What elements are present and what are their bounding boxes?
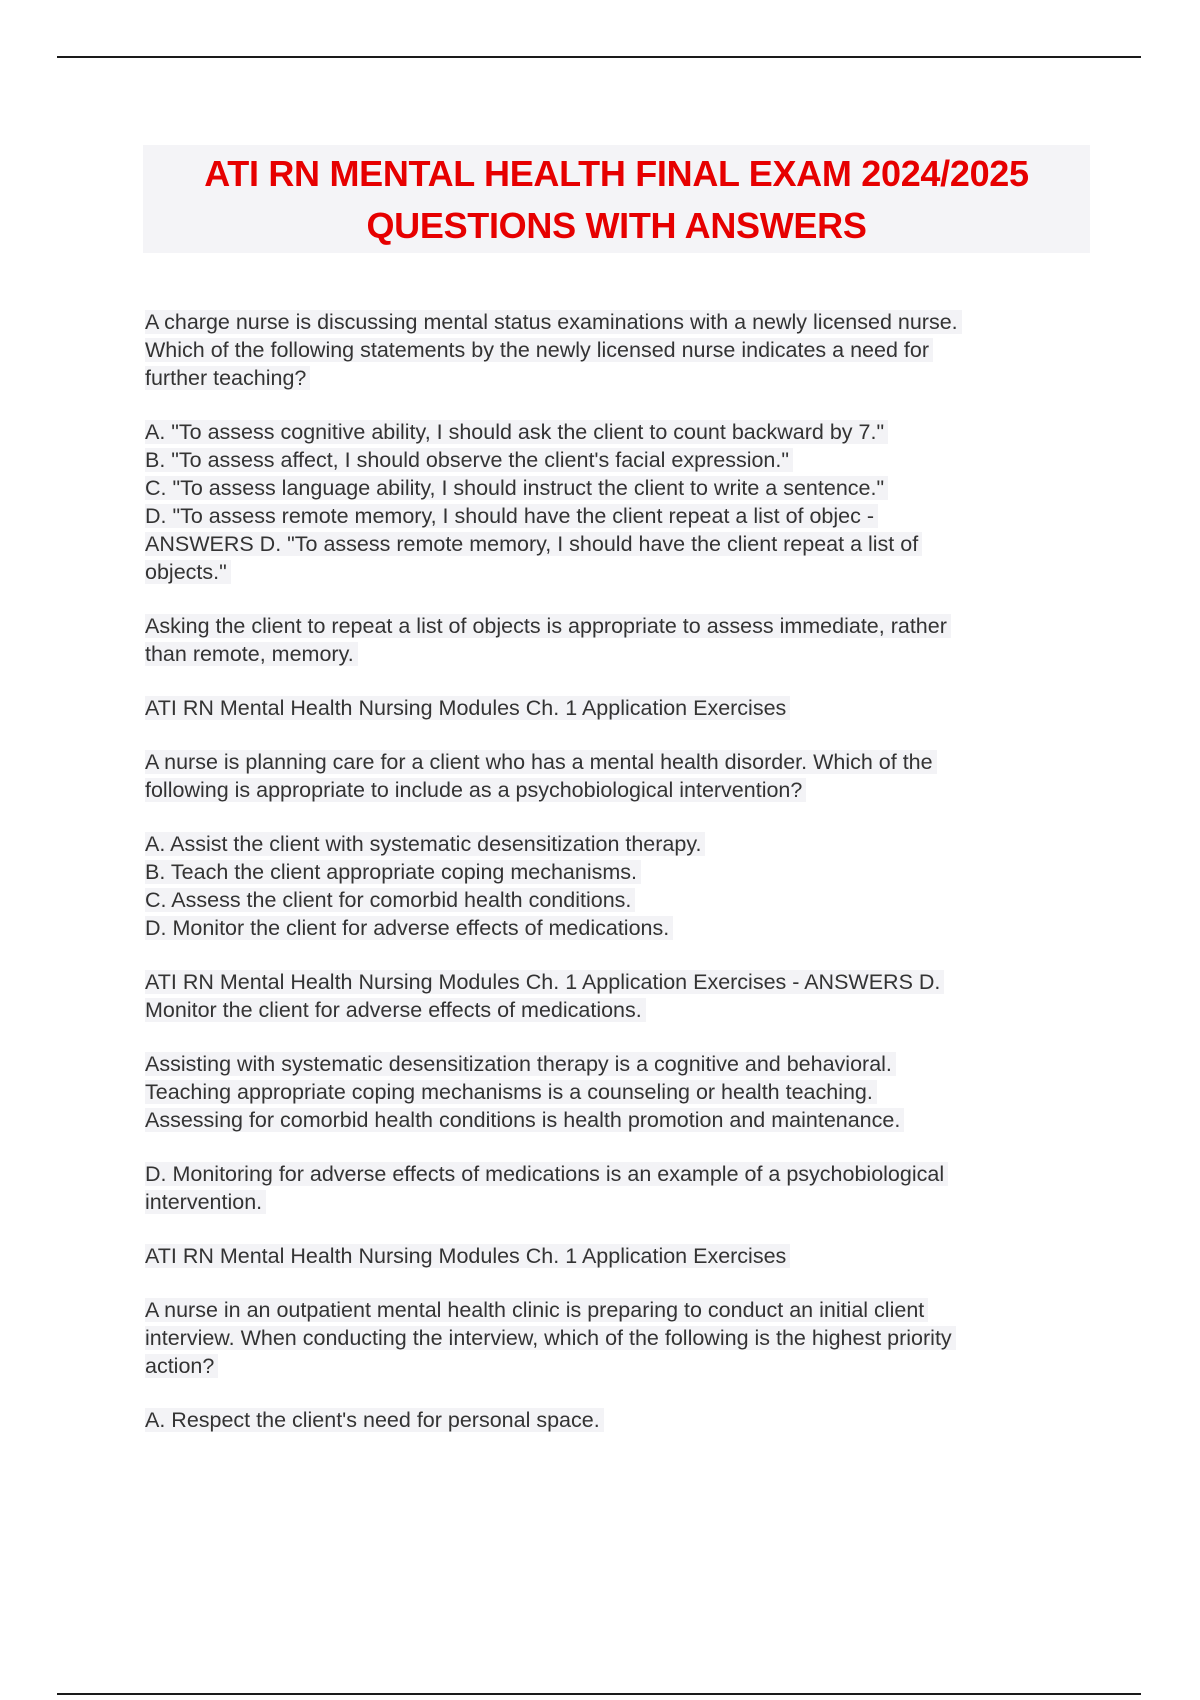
option-line: D. Monitor the client for adverse effects of medications.	[145, 916, 673, 940]
document-title-line-2: QUESTIONS WITH ANSWERS	[366, 205, 867, 246]
question-3-stem	[145, 1296, 1085, 1380]
question-text-line: interview. When conducting the interview, which of the following is the highest priority	[145, 1326, 956, 1350]
question-2-source	[145, 1242, 1085, 1270]
option-line: C. Assess the client for comorbid health conditions.	[145, 888, 635, 912]
option-line: C. "To assess language ability, I should instruct the client to write a sentence."	[145, 476, 888, 500]
question-text-line: A nurse in an outpatient mental health clinic is preparing to conduct an initial client	[145, 1298, 928, 1322]
answer-line: Monitor the client for adverse effects of medications.	[145, 998, 646, 1022]
option-line: D. "To assess remote memory, I should have the client repeat a list of objec -	[145, 504, 878, 528]
question-text-line: Which of the following statements by the newly licensed nurse indicates a need for	[145, 338, 933, 362]
bottom-divider	[57, 1693, 1141, 1695]
rationale-line: D. Monitoring for adverse effects of medications is an example of a psychobiological	[145, 1162, 948, 1186]
document-title-line-1: ATI RN MENTAL HEALTH FINAL EXAM 2024/2025	[204, 153, 1029, 194]
question-1-stem	[145, 308, 1085, 392]
question-2-options	[145, 830, 1085, 942]
question-1-source	[145, 694, 1085, 722]
question-1-rationale	[145, 612, 1085, 668]
question-2-answer	[145, 968, 1085, 1024]
source-line: ATI RN Mental Health Nursing Modules Ch. 1 Application Exercises	[145, 1244, 790, 1268]
question-text-line: further teaching?	[145, 366, 310, 390]
question-3-options	[145, 1406, 1085, 1434]
source-line: ATI RN Mental Health Nursing Modules Ch. 1 Application Exercises	[145, 696, 790, 720]
option-line: B. "To assess affect, I should observe the client's facial expression."	[145, 448, 793, 472]
option-line: A. "To assess cognitive ability, I should ask the client to count backward by 7."	[145, 420, 888, 444]
rationale-line: Teaching appropriate coping mechanisms is a counseling or health teaching.	[145, 1080, 877, 1104]
question-text-line: A charge nurse is discussing mental status examinations with a newly licensed nurse.	[145, 310, 962, 334]
question-1-options	[145, 418, 1085, 586]
rationale-line: Assisting with systematic desensitization therapy is a cognitive and behavioral.	[145, 1052, 896, 1076]
rationale-line: Assessing for comorbid health conditions is health promotion and maintenance.	[145, 1108, 904, 1132]
rationale-line: than remote, memory.	[145, 642, 358, 666]
question-text-line: following is appropriate to include as a psychobiological intervention?	[145, 778, 806, 802]
option-line: A. Assist the client with systematic desensitization therapy.	[145, 832, 705, 856]
question-2-stem	[145, 748, 1085, 804]
document-title-banner	[143, 145, 1090, 253]
option-line: B. Teach the client appropriate coping mechanisms.	[145, 860, 641, 884]
rationale-line: intervention.	[145, 1190, 266, 1214]
answer-line: ATI RN Mental Health Nursing Modules Ch. 1 Application Exercises - ANSWERS D.	[145, 970, 944, 994]
rationale-line: Asking the client to repeat a list of objects is appropriate to assess immediate, rather	[145, 614, 951, 638]
answer-line: ANSWERS D. "To assess remote memory, I should have the client repeat a list of	[145, 532, 922, 556]
option-line: A. Respect the client's need for personal space.	[145, 1408, 604, 1432]
top-divider	[57, 56, 1141, 58]
question-2-conclusion	[145, 1160, 1085, 1216]
question-text-line: A nurse is planning care for a client who has a mental health disorder. Which of the	[145, 750, 937, 774]
question-2-rationale	[145, 1050, 1085, 1134]
document-body	[145, 308, 1085, 1434]
answer-line: objects."	[145, 560, 231, 584]
question-text-line: action?	[145, 1354, 218, 1378]
